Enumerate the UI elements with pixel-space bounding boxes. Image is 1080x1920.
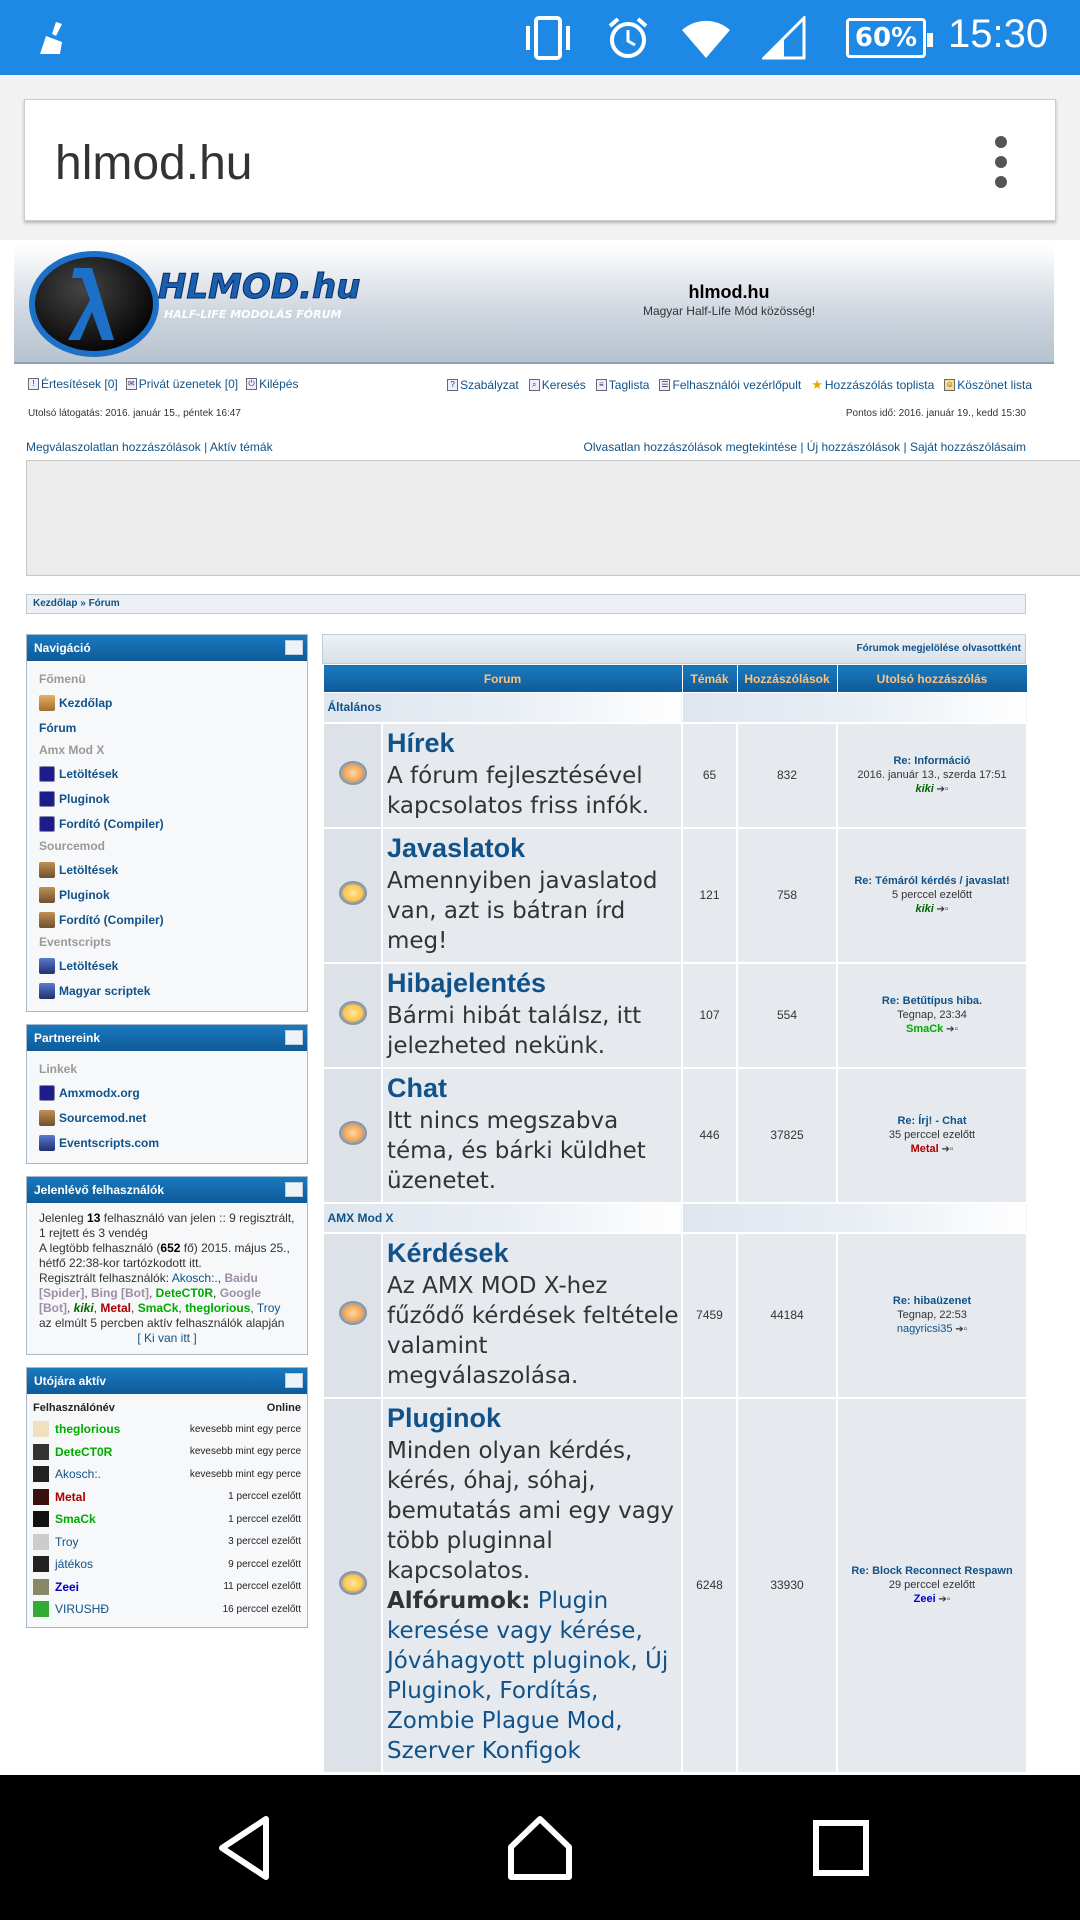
star-icon: ★ [811,377,823,392]
post-toplist-link[interactable] [811,377,934,393]
who-is-online-link[interactable]: [ Ki van itt ] [137,1331,197,1345]
thanks-list-link[interactable] [944,377,1032,393]
nav-item-label: Fordító (Compiler) [59,816,164,831]
forum-row [323,1233,1027,1398]
last-post-link[interactable]: Re: Block Reconnect Respawn [851,1564,1013,1577]
last-post-cell [837,828,1027,963]
active-user-row [33,1576,301,1599]
forum-description: Az AMX MOD X-hez fűződő kérdések feltétele valamint megválaszolása. [387,1272,679,1389]
active-user-link[interactable]: Troy [55,1534,79,1549]
users-icon [285,1373,303,1388]
nav-item[interactable] [39,882,295,907]
notifications-label: Értesítések [0] [41,377,118,391]
back-icon[interactable] [212,1813,282,1883]
forum-read-icon [339,1301,367,1325]
status-bar [0,0,1080,75]
last-post-time: 29 perccel ezelőtt [888,1578,976,1591]
search-icon: ⌕ [529,379,540,391]
last-post-link[interactable]: Re: Írj! - Chat [897,1114,967,1127]
last-seen-time: kevesebb mint egy perce [189,1446,301,1458]
category-link[interactable]: Általános [327,700,382,715]
browser-toolbar [0,75,1080,240]
post-count: 37825 [737,1068,837,1203]
quick-links [26,440,1026,454]
post-count: 44184 [737,1233,837,1398]
last-post-author[interactable]: SmaCk [906,1022,944,1035]
online-user-link[interactable]: theglorious [185,1301,251,1315]
last-post-time: 5 perccel ezelőtt [891,888,973,901]
navigation-panel-header[interactable] [27,635,307,661]
forum-title-link[interactable]: Javaslatok [387,832,526,863]
overflow-menu-icon[interactable] [995,136,1007,188]
online-users-text: Jelenleg 13 felhasználó van jelen :: 9 regisztrált, 1 rejtett és 3 vendég A legtöbb felhasználó (652 fő) 2015. május 25., hétfő 22:38-kor tartózkodott itt. Regisztrált felhasználók: Akosch:., Baidu [Spider], Bing [Bot], DeteCT0R, Google [Bot], kiki, Metal, SmaCk, theglorious, Troy az elmúlt 5 percben aktív felhasználók alapján [ Ki van itt ] [39,1211,295,1345]
post-count: 554 [737,963,837,1068]
forum-table [322,664,1028,1774]
home-icon[interactable] [505,1813,575,1883]
active-user-link[interactable]: játékos [55,1557,94,1572]
goto-last-post-icon[interactable]: ➔▫ [952,1323,968,1335]
last-post-time: Tegnap, 22:53 [897,1308,967,1321]
logout-link[interactable] [246,377,298,391]
forum-title-link[interactable]: Kérdések [387,1237,509,1268]
last-post-link[interactable]: Re: Betűtípus hiba. [881,994,983,1007]
last-post-author[interactable]: Metal [910,1142,939,1155]
online-user-link[interactable]: Google [Bot] [39,1286,262,1315]
last-post-author[interactable]: kiki [915,782,934,795]
forum-category-row [323,693,1027,723]
nav-item-label: Fórum [39,720,77,735]
avatar [33,1511,49,1527]
last-seen-time: kevesebb mint egy perce [189,1468,301,1480]
active-user-link[interactable]: SmaCk [55,1512,96,1527]
private-messages-label: Privát üzenetek [0] [138,377,239,391]
user-links [28,377,1032,397]
online-user-link[interactable]: DeteCT0R [155,1286,214,1300]
nav-item[interactable] [39,761,295,786]
logo-wordmark: HLMOD.hu [158,267,361,307]
avatar [33,1534,49,1550]
site-subtitle: Magyar Half-Life Mód közösség! [642,304,816,318]
system-nav-bar [0,1775,1080,1920]
sourcemod-icon [39,862,55,878]
sidebar [26,634,308,1640]
last-visit: Utolsó látogatás: 2016. január 15., péntek 16:47 [28,408,241,419]
nav-category: Eventscripts [39,935,112,949]
topic-count: 65 [682,723,737,828]
sourcemod-icon [39,1110,55,1126]
nav-item-label: Fordító (Compiler) [59,912,164,927]
col-forum: Forum [323,665,682,693]
status-icons [520,14,806,62]
last-seen-time: 9 perccel ezelőtt [228,1558,301,1570]
amx-icon [39,791,55,807]
forum-title-link[interactable]: Pluginok [387,1402,501,1433]
active-user-link[interactable]: Metal [55,1489,86,1504]
last-post-cell [837,963,1027,1068]
sourcemod-icon [39,887,55,903]
last-seen-time: 3 perccel ezelőtt [228,1536,301,1548]
nav-item-label: Letöltések [59,958,119,973]
forum-row [323,1068,1027,1203]
unanswered-active-links[interactable]: Megválaszolatlan hozzászólások | Aktív témák [26,440,273,454]
nav-item[interactable] [39,690,295,715]
avatar [33,1579,49,1595]
nav-item[interactable] [39,953,295,978]
nav-category: Sourcemod [39,839,106,853]
partner-link[interactable] [39,1080,295,1105]
clock: 15:30 [948,12,1049,56]
avatar [33,1489,49,1505]
topic-count: 6248 [682,1398,737,1773]
subforum-links[interactable]: Plugin keresése vagy kérése, Jóváhagyott pluginok, Új Pluginok, Fordítás, Zombie Plague Mod, Szerver Konfigok [387,1587,669,1764]
partner-link[interactable] [39,1105,295,1130]
col-topics: Témák [682,665,737,693]
last-active-header[interactable] [27,1368,307,1394]
home-icon [39,695,55,711]
battery-level: 60% [854,23,918,53]
last-active-columns: Felhasználónév Online [33,1402,301,1414]
forum-row [323,1398,1027,1773]
registered-users-list: Akosch:., Baidu [Spider], Bing [Bot], DeteCT0R, Google [Bot], kiki, Metal, SmaCk, theglorious, Troy [39,1271,281,1315]
forum-title-link[interactable]: Chat [387,1072,447,1103]
amx-icon [39,766,55,782]
message-icon: ✉ [126,378,137,390]
unread-new-own-links[interactable]: Olvasatlan hozzászólások megtekintése | Új hozzászólások | Saját hozzászólásaim [583,440,1026,454]
goto-last-post-icon[interactable]: ➔▫ [933,783,949,795]
collapse-icon[interactable] [285,640,303,655]
avatar [33,1601,49,1617]
battery-indicator [846,18,926,58]
partners-category: Linkek [39,1062,78,1076]
last-post-cell [837,1233,1027,1398]
active-user-row [33,1418,301,1441]
nav-category: Főmenü [39,672,86,686]
rules-label: Szabályzat [460,378,519,392]
forum-description: Minden olyan kérdés, kérés, óhaj, sóhaj, bemutatás ami egy vagy több pluginnal kapcsolatos. Alfórumok: Plugin keresése vagy kérése, Jóváhagyott pluginok, Új Pluginok, Fordítás, Zombie Plague Mod, Szerver Konfigok [387,1437,675,1764]
online-user-link[interactable]: Troy [256,1301,281,1315]
navigation-panel [26,634,308,1012]
forum-description: Itt nincs megszabva téma, és bárki küldhet üzenetet. [387,1107,646,1194]
last-seen-time: 1 perccel ezelőtt [228,1513,301,1525]
alarm-icon [606,16,650,60]
active-user-row [33,1441,301,1464]
goto-last-post-icon[interactable]: ➔▫ [933,903,949,915]
avatar [33,1444,49,1460]
active-user-row [33,1463,301,1486]
last-post-cell [837,1398,1027,1773]
goto-last-post-icon[interactable]: ➔▫ [943,1023,958,1035]
post-count: 832 [737,723,837,828]
partner-label: Sourcemod.net [59,1110,147,1125]
memberlist-label: Taglista [608,378,650,392]
post-toplist-label: Hozzászólás toplista [824,378,935,392]
wifi-icon [680,16,732,60]
online-users-panel [26,1176,308,1355]
amx-icon [39,1085,55,1101]
active-user-row [33,1598,301,1621]
navigation-list [27,661,307,1011]
topic-count: 121 [682,828,737,963]
breadcrumb[interactable]: Kezdőlap » Fórum [26,594,1026,614]
active-user-link[interactable]: theglorious [55,1422,121,1437]
partners-list [27,1051,307,1163]
recents-icon[interactable] [806,1813,876,1883]
active-user-link[interactable]: DeteCT0R [55,1444,113,1459]
forum-new-posts-icon [339,1001,367,1025]
post-count: 758 [737,828,837,963]
logout-label: Kilépés [259,377,299,391]
url-text[interactable]: hlmod.hu [55,137,253,190]
sourcemod-icon [39,912,55,928]
forum-title-link[interactable]: Hírek [387,727,455,758]
last-post-time: Tegnap, 23:34 [897,1008,967,1021]
active-user-row [33,1553,301,1576]
active-user-link[interactable]: Zeei [55,1579,80,1594]
notifications-link[interactable] [28,377,118,391]
topic-count: 7459 [682,1233,737,1398]
nav-item[interactable] [39,857,295,882]
nav-item-label: Pluginok [59,887,110,902]
partners-title: Partnereink [34,1031,101,1045]
memberlist-link[interactable] [596,377,650,393]
rules-link[interactable] [447,377,519,393]
goto-last-post-icon[interactable]: ➔▫ [935,1593,951,1605]
forum-description: Bármi hibát találsz, itt jelezheted nekünk. [387,1002,642,1059]
last-active-title: Utójára aktív [34,1374,107,1388]
navigation-title: Navigáció [34,641,91,655]
online-user-link[interactable]: SmaCk [137,1301,179,1315]
online-user-link[interactable]: Baidu [Spider] [39,1271,258,1300]
last-post-time: 2016. január 13., szerda 17:51 [857,768,1007,781]
partner-link[interactable] [39,1130,295,1155]
site-header [14,244,1054,364]
expand-icon[interactable] [285,1030,303,1045]
nav-item[interactable] [39,786,295,811]
visit-info [28,408,1026,419]
forum-category-row [323,1203,1027,1233]
nav-item[interactable] [39,715,295,740]
active-user-link[interactable]: Akosch:. [55,1467,102,1482]
forum-list [322,634,1026,1774]
site-title: hlmod.hu [688,282,770,302]
nav-item-label: Pluginok [59,791,110,806]
users-icon [285,1182,303,1197]
last-seen-time: 1 perccel ezelőtt [228,1491,301,1503]
amx-icon [39,816,55,832]
last-post-time: 35 perccel ezelőtt [888,1128,976,1141]
help-icon: ? [447,379,458,391]
eventscripts-icon [39,958,55,974]
avatar [33,1466,49,1482]
col-posts: Hozzászólások [737,665,837,693]
partners-panel [26,1024,308,1164]
ad-placeholder [26,460,1080,576]
last-active-list [27,1394,307,1627]
online-users-title: Jelenlévő felhasználók [34,1183,165,1197]
nav-item[interactable] [39,978,295,1003]
control-panel-icon: ☰ [661,380,669,389]
thanks-list-label: Köszönet lista [957,378,1032,392]
control-panel-label: Felhasználói vezérlőpult [672,378,802,392]
control-panel-link[interactable] [659,377,801,393]
last-post-cell [837,1068,1027,1203]
mark-read-bar [322,634,1026,664]
private-messages-link[interactable] [126,377,238,391]
topic-count: 446 [682,1068,737,1203]
vibrate-icon [520,16,576,60]
forum-table-header [323,665,1027,693]
partners-panel-header[interactable] [27,1025,307,1051]
active-user-row [33,1508,301,1531]
forum-read-icon [339,1121,367,1145]
col-last-post: Utolsó hozzászólás [837,665,1027,693]
web-page [0,240,1080,1775]
avatar [33,1421,49,1437]
list-icon: ≡ [596,379,607,391]
nav-item-label: Letöltések [59,766,119,781]
partner-label: Eventscripts.com [59,1135,160,1150]
online-user-link[interactable]: Bing [Bot] [91,1286,149,1300]
current-time: Pontos idő: 2016. január 19., kedd 15:30 [845,408,1026,419]
nav-category: Amx Mod X [39,743,105,757]
forum-read-icon [339,761,367,785]
nav-item[interactable] [39,907,295,932]
forum-description: A fórum fejlesztésével kapcsolatos friss infók. [387,762,650,819]
nav-item-label: Letöltések [59,862,119,877]
address-bar[interactable] [24,99,1056,221]
forum-description: Amennyiben javaslatod van, azt is bátran írd meg! [387,867,658,954]
search-link[interactable] [529,377,586,393]
forum-new-posts-icon [339,881,367,905]
avatar [33,1556,49,1572]
site-logo[interactable] [28,250,428,358]
mark-forums-read-link[interactable]: Fórumok megjelölése olvasottként [856,643,1021,654]
last-post-author[interactable]: kiki [915,902,934,915]
active-user-row [33,1486,301,1509]
last-post-link[interactable]: Re: hibaüzenet [892,1294,972,1307]
topic-count: 107 [682,963,737,1068]
record-count: 652 [160,1241,181,1255]
cleaner-icon [36,20,72,56]
forum-row [323,828,1027,963]
last-post-link[interactable]: Re: Információ [893,754,971,767]
online-user-link[interactable]: kiki [73,1301,94,1315]
last-seen-time: 16 perccel ezelőtt [222,1603,301,1615]
eventscripts-icon [39,983,55,999]
logo-tagline: HALF-LIFE MODOLÁS FÓRUM [164,308,342,321]
last-post-cell [837,723,1027,828]
notification-icon: ! [28,378,39,390]
online-count: 13 [87,1211,101,1225]
nav-item[interactable] [39,811,295,836]
forum-title-link[interactable]: Hibajelentés [387,967,547,998]
category-link[interactable]: AMX Mod X [327,1210,394,1225]
last-seen-time: kevesebb mint egy perce [189,1423,301,1435]
signal-icon [762,16,806,60]
forum-row [323,723,1027,828]
goto-last-post-icon[interactable]: ➔▫ [938,1143,954,1155]
last-post-author[interactable]: Zeei [913,1592,936,1605]
partner-label: Amxmodx.org [59,1085,140,1100]
online-users-header[interactable] [27,1177,307,1203]
eventscripts-icon [39,1135,55,1151]
search-label: Keresés [541,378,586,392]
forum-new-posts-icon [339,1571,367,1595]
post-count: 33930 [737,1398,837,1773]
online-user-link[interactable]: Metal [100,1301,132,1315]
last-seen-time: 11 perccel ezelőtt [223,1581,301,1593]
online-user-link[interactable]: Akosch:. [171,1271,218,1285]
active-user-row [33,1531,301,1554]
forum-row [323,963,1027,1068]
active-user-link[interactable]: VIRUSHÐ [55,1602,110,1617]
last-post-author[interactable]: nagyricsi35 [896,1322,953,1335]
nav-item-label: Kezdőlap [59,695,113,710]
last-post-link[interactable]: Re: Témáról kérdés / javaslat! [854,874,1010,887]
last-active-panel [26,1367,308,1628]
thanks-icon: ☺ [945,380,954,389]
subforums-label: Alfórumok: [387,1587,531,1614]
nav-item-label: Magyar scriptek [59,983,151,998]
logout-icon: ⏻ [246,378,257,390]
